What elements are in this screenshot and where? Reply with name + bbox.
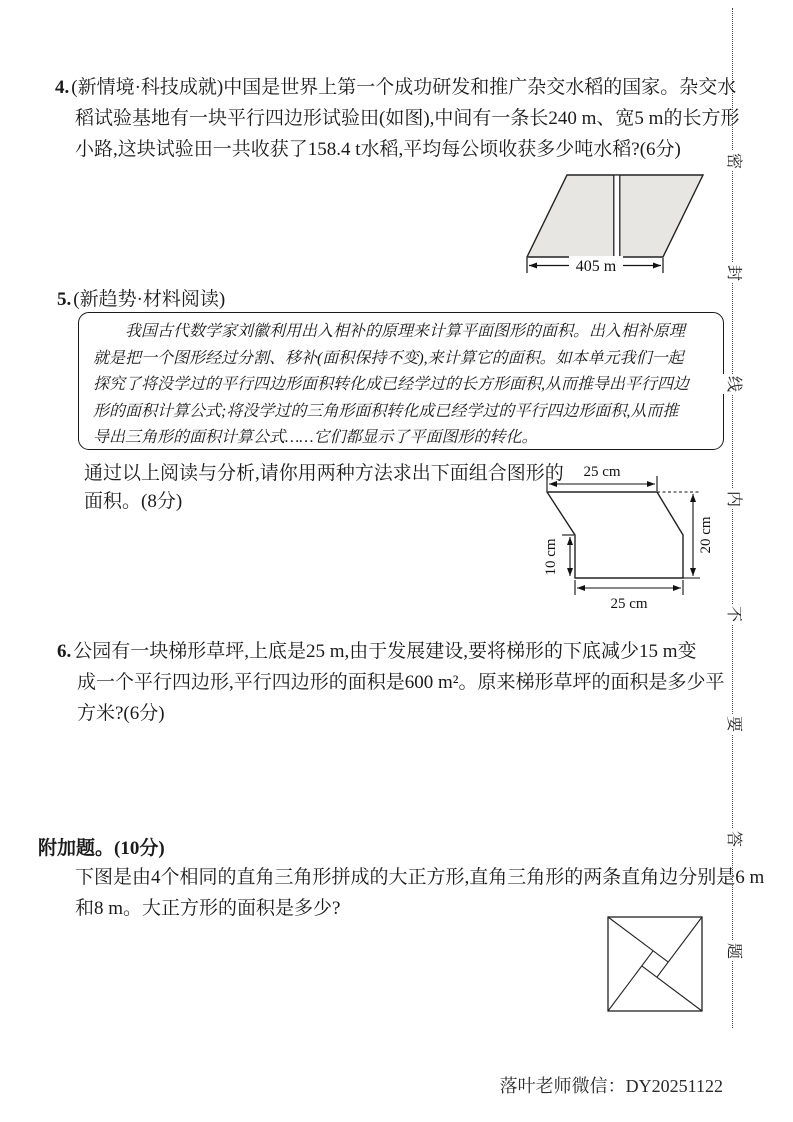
path-strip [614, 176, 620, 257]
question-5-heading [57, 284, 225, 311]
question-5-task-line-1: 通过以上阅读与分析,请你用两种方法求出下面组合图形的 [84, 463, 564, 484]
seal-char: 密 [725, 152, 742, 169]
seal-char: 不 [725, 605, 742, 622]
triangle-leg-line [642, 966, 702, 1011]
composite-shape-figure [540, 462, 728, 617]
reading-line-2: 就是把一个图形经过分割、移补(面积保持不变),来计算它的面积。如本单元我们一起 [93, 349, 684, 367]
reading-line-5: 导出三角形的面积计算公式……它们都显示了平面图形的转化。 [93, 429, 538, 446]
question-5-task-line-2: 面积。(8分) [84, 491, 183, 512]
reading-material-box [78, 312, 724, 450]
seal-char: 内 [725, 490, 742, 507]
reading-line-1: 我国古代数学家刘徽利用出入相补的原理来计算平面图形的面积。出入相补原理 [125, 323, 686, 340]
question-6 [57, 636, 724, 729]
seal-char: 答 [725, 830, 742, 847]
bottom-dimension-label: 25 cm [610, 596, 648, 612]
question-5-task [84, 460, 564, 516]
triangle-leg-line [608, 951, 653, 1011]
question-4 [55, 72, 739, 165]
right-dimension-label: 20 cm [698, 516, 714, 554]
question-6-number: 6. [57, 641, 72, 662]
seal-char: 封 [725, 264, 742, 281]
left-dimension-label: 10 cm [543, 538, 559, 576]
base-dimension-label: 405 m [575, 258, 617, 275]
question-4-number: 4. [55, 77, 70, 98]
question-6-line-2: 成一个平行四边形,平行四边形的面积是600 m²。原来梯形草坪的面积是多少平 [77, 672, 725, 693]
seal-char: 要 [725, 715, 742, 732]
triangle-leg-line [657, 917, 702, 977]
pinwheel-square-figure [605, 914, 705, 1014]
big-square [608, 917, 702, 1011]
bonus-question-heading: 附加题。(10分) [38, 838, 165, 859]
question-4-line-1: (新情境·科技成就)中国是世界上第一个成功研发和推广杂交水稻的国家。杂交水 [71, 77, 737, 98]
question-6-line-1: 公园有一块梯形草坪,上底是25 m,由于发展建设,要将梯形的下底减少15 m变 [73, 641, 697, 662]
question-6-line-3: 方米?(6分) [77, 703, 165, 724]
reading-line-4: 形的面积计算公式;将没学过的三角形面积转化成已经学过的平行四边形面积,从而推 [93, 402, 679, 420]
question-5-number: 5. [57, 289, 72, 310]
bonus-line-1: 下图是由4个相同的直角三角形拼成的大正方形,直角三角形的两条直角边分别是6 m [75, 867, 765, 888]
question-4-line-3: 小路,这块试验田一共收获了158.4 t水稻,平均每公顷收获多少吨水稻?(6分) [75, 139, 681, 160]
top-dimension-label: 25 cm [583, 464, 621, 480]
parallelogram-field-figure [520, 168, 715, 280]
question-4-line-2: 稻试验基地有一块平行四边形试验田(如图),中间有一条长240 m、宽5 m的长方形 [75, 108, 740, 129]
seal-char: 题 [725, 942, 742, 959]
question-5-tag: (新趋势·材料阅读) [73, 289, 226, 310]
seal-char: 线 [725, 375, 742, 392]
triangle-leg-line [608, 917, 668, 962]
reading-line-3: 探究了将没学过的平行四边形面积转化成已经学过的长方形面积,从而推导出平行四边 [93, 376, 690, 393]
teacher-wechat-footer: 落叶老师微信：DY20251122 [499, 1076, 723, 1096]
bonus-line-2: 和8 m。大正方形的面积是多少? [75, 898, 341, 919]
